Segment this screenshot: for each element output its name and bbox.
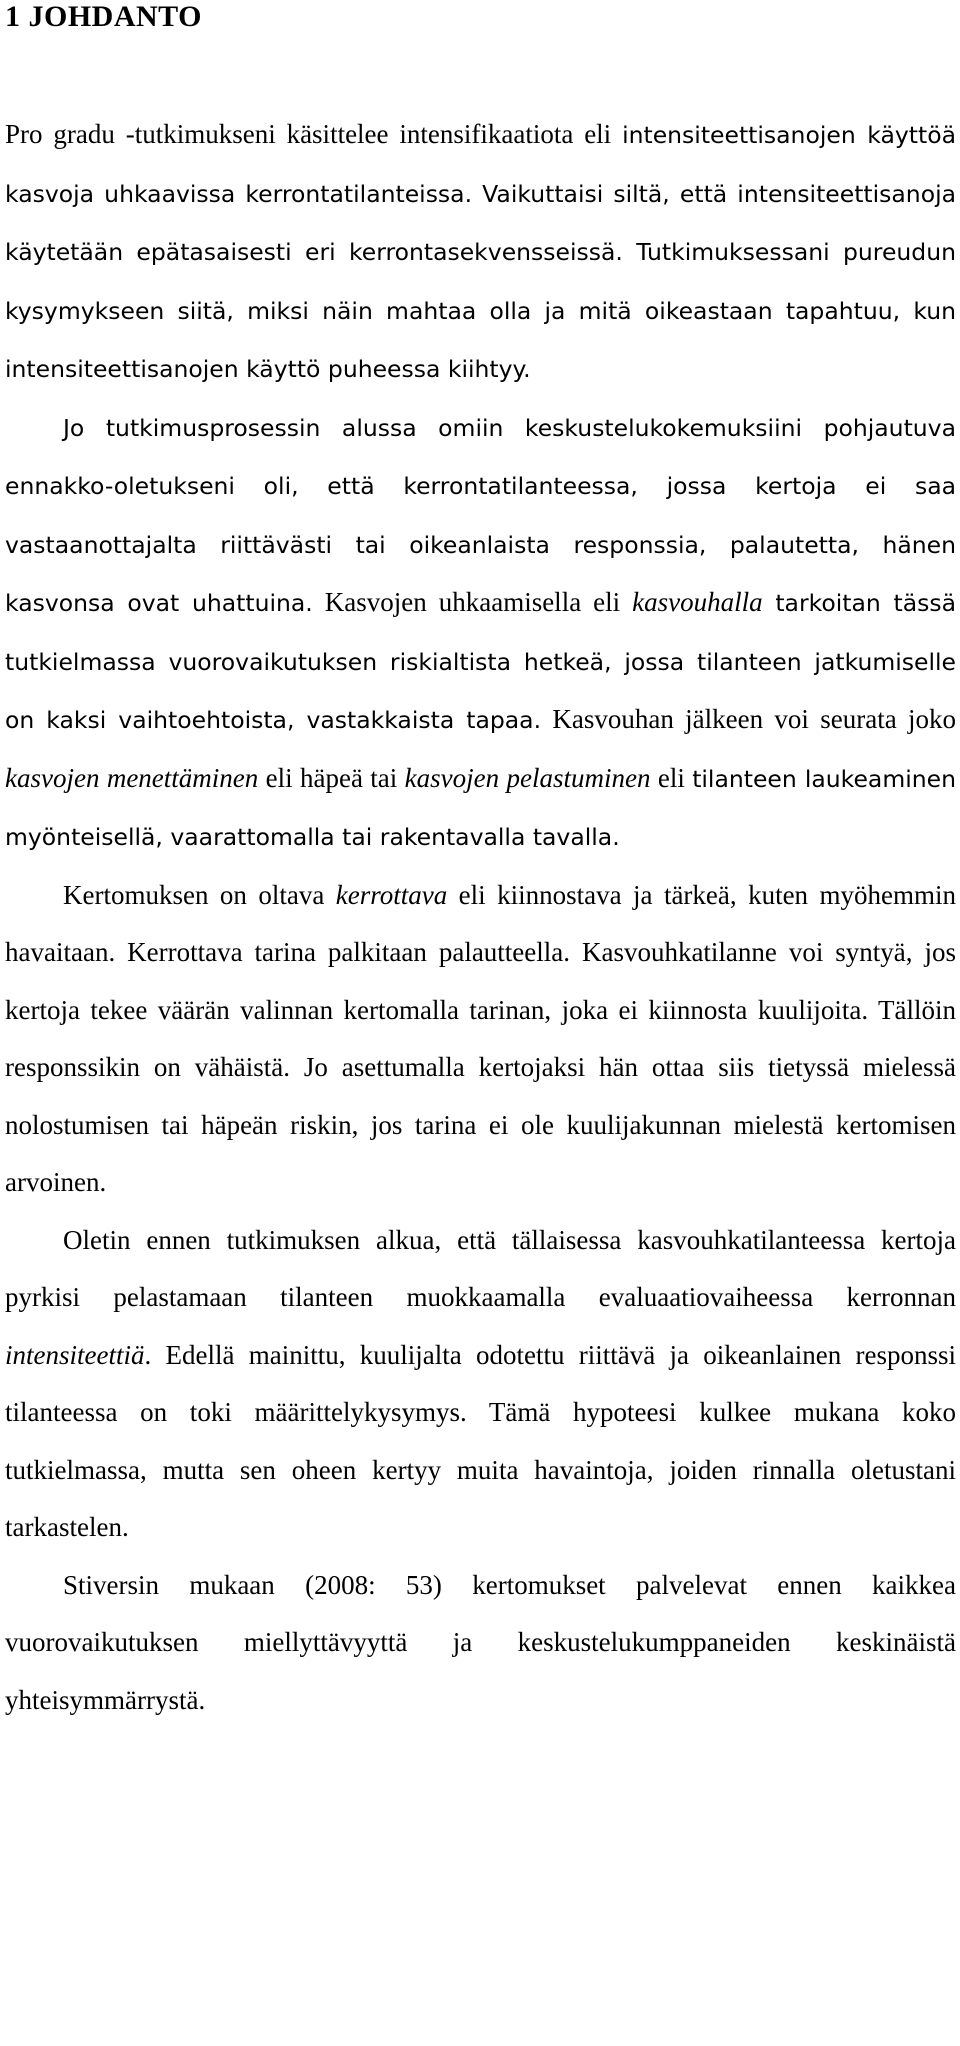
text-run: eli kiinnostava ja tärkeä, kuten myöhemmin havaitaan. Kerrottava tarina palkitaan palautteella. Kasvouhkatilanne voi syntyä, jos kertoja tekee väärän valinnan kertomalla tarinan, joka ei kiinnosta kuulijoita. Tällöin responssikin on vähäistä. Jo asettumalla kertojaksi hän ottaa siis tietyssä mielessä nolostumisen tai häpeän riskin, jos tarina ei ole kuulijakunnan mielestä kertomisen arvoinen.: [5, 879, 956, 1197]
text-run: eli: [650, 762, 693, 793]
text-run: eli häpeä tai: [258, 762, 405, 793]
term-kerrottava: kerrottava: [335, 879, 448, 910]
text-run: . Edellä mainittu, kuulijalta odotettu riittävä ja oikeanlainen responssi tilanteessa on toki määrittelykysymys. Tämä hypoteesi kulkee mukana koko tutkielmassa, mutta sen oheen kertyy muita havaintoja, joiden rinnalla oletustani tarkastelen.: [5, 1339, 956, 1542]
paragraph-kerrottava: [5, 867, 956, 1212]
body-text: [5, 106, 956, 1729]
term-intensiteettia: intensiteettiä: [5, 1339, 145, 1370]
text-run: tilanteen laukeaminen myönteisellä, vaarattomalla tai rakentavalla tavalla.: [5, 764, 956, 851]
text-run: Kertomuksen on oltava: [63, 879, 336, 910]
paragraph-hypothesis: [5, 399, 956, 867]
text-run: Kasvojen uhkaamisella eli: [312, 587, 633, 617]
paragraph-oletus: [5, 1212, 956, 1557]
text-run: Stiversin mukaan (2008: 53) kertomukset palvelevat ennen kaikkea vuorovaikutuksen miellyttävyyttä ja keskustelukumppaneiden keskinäistä yhteisymmärrystä.: [5, 1569, 956, 1715]
text-run: Pro gradu -tutkimukseni käsittelee intensifikaatiota eli: [5, 119, 623, 149]
text-run: Kasvouhan jälkeen voi seurata joko: [541, 704, 956, 734]
text-run: Jo tutkimusprosessin alussa omiin keskustelukokemuksiini pohjautuva ennakko-oletukseni oli, että kerrontatilanteessa, jossa kertoja ei saa vastaanottajalta riittävästi tai oikeanlaista responssia, palautetta, hänen kasvonsa ovat uhattuina.: [5, 413, 956, 617]
term-kasvojen-menettaminen: kasvojen menettäminen: [5, 762, 259, 793]
text-run: tarkoitan tässä tutkielmassa vuorovaikutuksen riskialtista hetkeä, jossa tilanteen jatkumiselle on kaksi vaihtoehtoista, vastakkaista tapaa.: [5, 589, 956, 734]
term-kasvouhalla: kasvouhalla: [632, 587, 763, 617]
text-run: Oletin ennen tutkimuksen alkua, että tällaisessa kasvouhkatilanteessa kertoja pyrkisi pelastamaan tilanteen muokkaamalla evaluaatiovaiheessa kerronnan: [5, 1224, 956, 1312]
chapter-heading: 1 JOHDANTO: [5, 0, 202, 33]
text-run: intensiteettisanojen käyttöä kasvoja uhkaavissa kerrontatilanteissa. Vaikuttaisi siltä, että intensiteettisanoja käytetään epätasaisesti eri kerrontasekvensseissä. Tutkimuksessani pureudun kysymykseen siitä, miksi näin mahtaa olla ja mitä oikeastaan tapahtuu, kun intensiteettisanojen käyttö puheessa kiihtyy.: [5, 121, 957, 383]
paragraph-stivers: [5, 1557, 956, 1730]
document-page: [5, 0, 956, 1729]
term-kasvojen-pelastuminen: kasvojen pelastuminen: [404, 762, 651, 793]
paragraph-intro: [5, 106, 956, 399]
